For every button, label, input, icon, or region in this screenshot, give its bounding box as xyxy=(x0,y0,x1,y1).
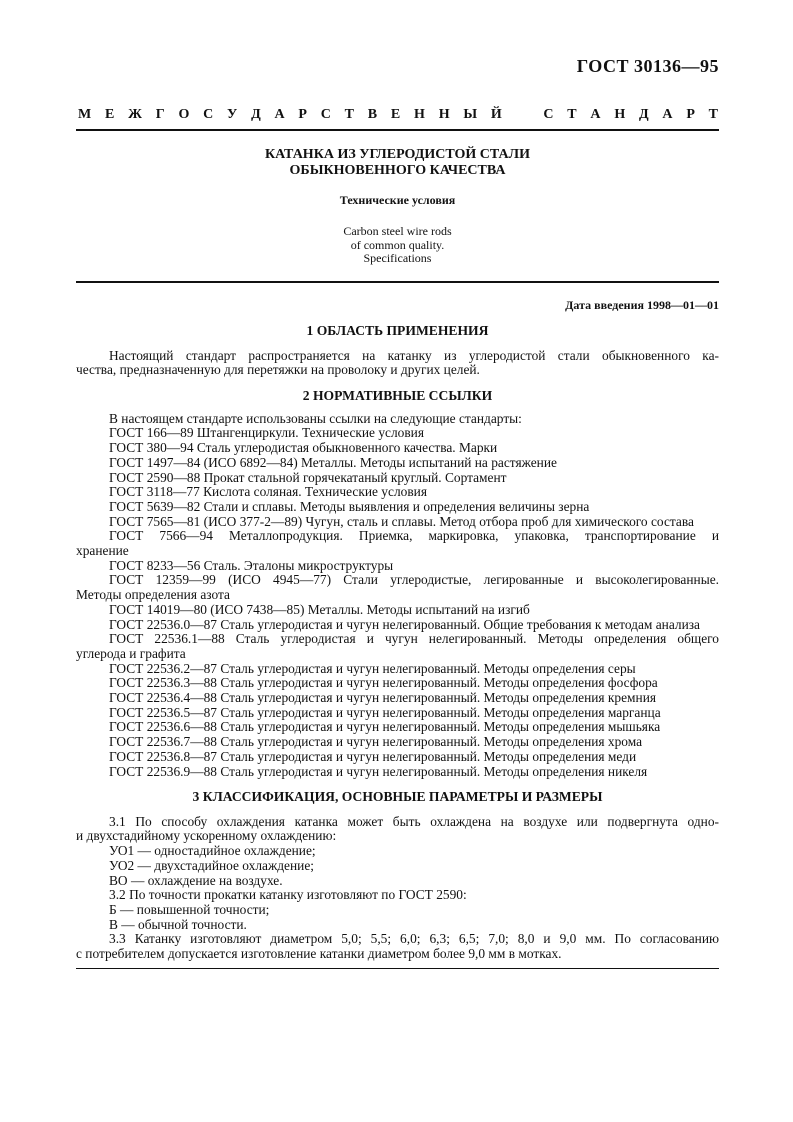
section-3-line: 3.2 По точности прокатки катанку изготовляют по ГОСТ 2590: xyxy=(109,887,467,903)
reference-item: ГОСТ 22536.1—88 Сталь углеродистая и чугун нелегированный. Методы определения общего xyxy=(109,631,719,647)
reference-item: хранение xyxy=(76,543,129,559)
section-3-line: УО2 — двухстадийное охлаждение; xyxy=(109,857,314,873)
standard-type-letter: Т xyxy=(708,107,718,122)
standard-type-letter: Н xyxy=(414,107,425,122)
standard-type-letter: Ж xyxy=(128,107,142,122)
standard-type-letter: Н xyxy=(438,107,450,122)
reference-item: ГОСТ 22536.8—87 Сталь углеродистая и чугун нелегированный. Методы определения меди xyxy=(109,748,637,764)
section-3-line: УО1 — одностадийное охлаждение; xyxy=(109,843,316,859)
reference-item: ГОСТ 22536.3—88 Сталь углеродистая и чугун нелегированный. Методы определения фосфора xyxy=(109,675,658,691)
references-list xyxy=(76,426,719,779)
word-gap xyxy=(516,107,530,123)
top-rule xyxy=(76,129,719,131)
standard-type-letter: С xyxy=(543,107,554,122)
standard-type-letter: Т xyxy=(344,107,355,122)
section-2-intro: В настоящем стандарте использованы ссылки на следующие стандарты: xyxy=(109,410,522,426)
reference-item: ГОСТ 5639—82 Стали и сплавы. Методы выявления и определения величины зерна xyxy=(109,498,590,514)
section-3-body xyxy=(76,815,719,962)
standard-type-letter: Д xyxy=(251,107,261,122)
reference-item: ГОСТ 7566—94 Металлопродукция. Приемка, маркировка, упаковка, транспортирование и xyxy=(109,528,719,544)
reference-item: ГОСТ 14019—80 (ИСО 7438—85) Металлы. Методы испытаний на изгиб xyxy=(109,601,530,617)
standard-type-letter: Р xyxy=(298,107,307,122)
reference-item: ГОСТ 22536.5—87 Сталь углеродистая и чугун нелегированный. Методы определения марганца xyxy=(109,704,661,720)
reference-item: ГОСТ 22536.9—88 Сталь углеродистая и чугун нелегированный. Методы определения никеля xyxy=(109,763,648,779)
standard-type-letter: Г xyxy=(155,107,165,122)
section-1-text-line-2: чества, предназначенную для перетяжки на проволоку и других целей. xyxy=(76,362,480,378)
standard-type-letter: Р xyxy=(686,107,695,122)
reference-item: ГОСТ 166—89 Штангенциркули. Технические условия xyxy=(109,425,425,441)
reference-item: ГОСТ 3118—77 Кислота соляная. Технические условия xyxy=(109,484,427,500)
bottom-rule xyxy=(76,968,719,969)
document-subtitle: Технические условия xyxy=(339,193,456,207)
reference-item: ГОСТ 380—94 Сталь углеродистая обыкновенного качества. Марки xyxy=(109,440,498,456)
standard-type-letter: А xyxy=(274,107,285,122)
standard-type-letter: О xyxy=(178,107,190,122)
document-number: ГОСТ 30136—95 xyxy=(576,56,719,76)
standard-type-letter: С xyxy=(203,107,214,122)
standard-type-letter: В xyxy=(367,107,378,122)
reference-item: ГОСТ 2590—88 Прокат стальной горячекатаный круглый. Сортамент xyxy=(109,469,507,485)
standard-type-heading xyxy=(78,107,718,123)
section-3-heading: 3 КЛАССИФИКАЦИЯ, ОСНОВНЫЕ ПАРАМЕТРЫ И РАЗМЕРЫ xyxy=(192,789,603,804)
section-3-line: В — обычной точности. xyxy=(109,916,247,932)
section-3-line: 3.3 Катанку изготовляют диаметром 5,0; 5,5; 6,0; 6,3; 6,5; 7,0; 8,0 и 9,0 мм. По согласованию xyxy=(109,931,719,947)
title-line-1: КАТАНКА ИЗ УГЛЕРОДИСТОЙ СТАЛИ xyxy=(265,147,530,162)
introduction-date: Дата введения 1998—01—01 xyxy=(565,298,719,312)
standard-type-letter: А xyxy=(590,107,601,122)
standard-type-letter: У xyxy=(227,107,238,122)
reference-item: ГОСТ 22536.6—88 Сталь углеродистая и чугун нелегированный. Методы определения мышьяка xyxy=(109,719,661,735)
standard-type-letter: Т xyxy=(567,107,577,122)
english-title-line-3: Specifications xyxy=(363,251,432,265)
section-1 xyxy=(76,324,719,378)
standard-type-letter: Д xyxy=(638,107,649,122)
section-3 xyxy=(76,790,719,962)
standard-type-letter: Е xyxy=(105,107,115,122)
document-title xyxy=(76,147,719,179)
section-3-line: 3.1 По способу охлаждения катанка может быть охлаждена на воздухе или подвергнута одно- xyxy=(109,813,719,829)
standard-type-letter: М xyxy=(78,107,92,122)
section-3-line: Б — повышенной точности; xyxy=(109,901,270,917)
section-2 xyxy=(76,389,719,779)
section-3-line: и двухстадийному ускоренному охлаждению: xyxy=(76,828,337,844)
english-title xyxy=(76,225,719,266)
english-title-line-2: of common quality. xyxy=(350,237,445,252)
reference-item: Методы определения азота xyxy=(76,587,230,603)
standard-type-letters xyxy=(78,107,718,123)
standard-type-letter: Й xyxy=(490,107,502,122)
reference-item: ГОСТ 22536.2—87 Сталь углеродистая и чугун нелегированный. Методы определения серы xyxy=(109,660,636,676)
reference-item: ГОСТ 7565—81 (ИСО 377-2—89) Чугун, сталь и сплавы. Метод отбора проб для химического состава xyxy=(109,513,694,529)
standard-type-letter: Н xyxy=(614,107,626,122)
standard-type-letter: Ы xyxy=(463,107,478,122)
english-title-line-1: Carbon steel wire rods xyxy=(343,224,452,238)
standard-type-letter: С xyxy=(320,107,331,122)
section-2-heading: 2 НОРМАТИВНЫЕ ССЫЛКИ xyxy=(302,388,493,403)
reference-item: ГОСТ 8233—56 Сталь. Эталоны микроструктуры xyxy=(109,557,394,573)
section-3-line: с потребителем допускается изготовление катанки диаметром более 9,0 мм в мотках. xyxy=(76,946,562,962)
section-1-text-line-1: Настоящий стандарт распространяется на катанку из углеродистой стали обыкновенного ка- xyxy=(109,347,719,363)
standard-type-letter: А xyxy=(662,107,673,122)
reference-item: ГОСТ 22536.4—88 Сталь углеродистая и чугун нелегированный. Методы определения кремния xyxy=(109,690,657,706)
reference-item: ГОСТ 12359—99 (ИСО 4945—77) Стали углеродистые, легированные и высоколегированные. xyxy=(109,572,719,588)
reference-item: ГОСТ 22536.7—88 Сталь углеродистая и чугун нелегированный. Методы определения хрома xyxy=(109,734,643,750)
section-3-line: ВО — охлаждение на воздухе. xyxy=(109,872,283,888)
section-1-heading: 1 ОБЛАСТЬ ПРИМЕНЕНИЯ xyxy=(306,323,489,338)
title-rule xyxy=(76,281,719,283)
reference-item: углерода и графита xyxy=(76,645,186,661)
title-line-2: ОБЫКНОВЕННОГО КАЧЕСТВА xyxy=(289,163,506,178)
standard-type-letter: Е xyxy=(390,107,401,122)
reference-item: ГОСТ 1497—84 (ИСО 6892—84) Металлы. Методы испытаний на растяжение xyxy=(109,454,557,470)
reference-item: ГОСТ 22536.0—87 Сталь углеродистая и чугун нелегированный. Общие требования к методам анализа xyxy=(109,616,700,632)
